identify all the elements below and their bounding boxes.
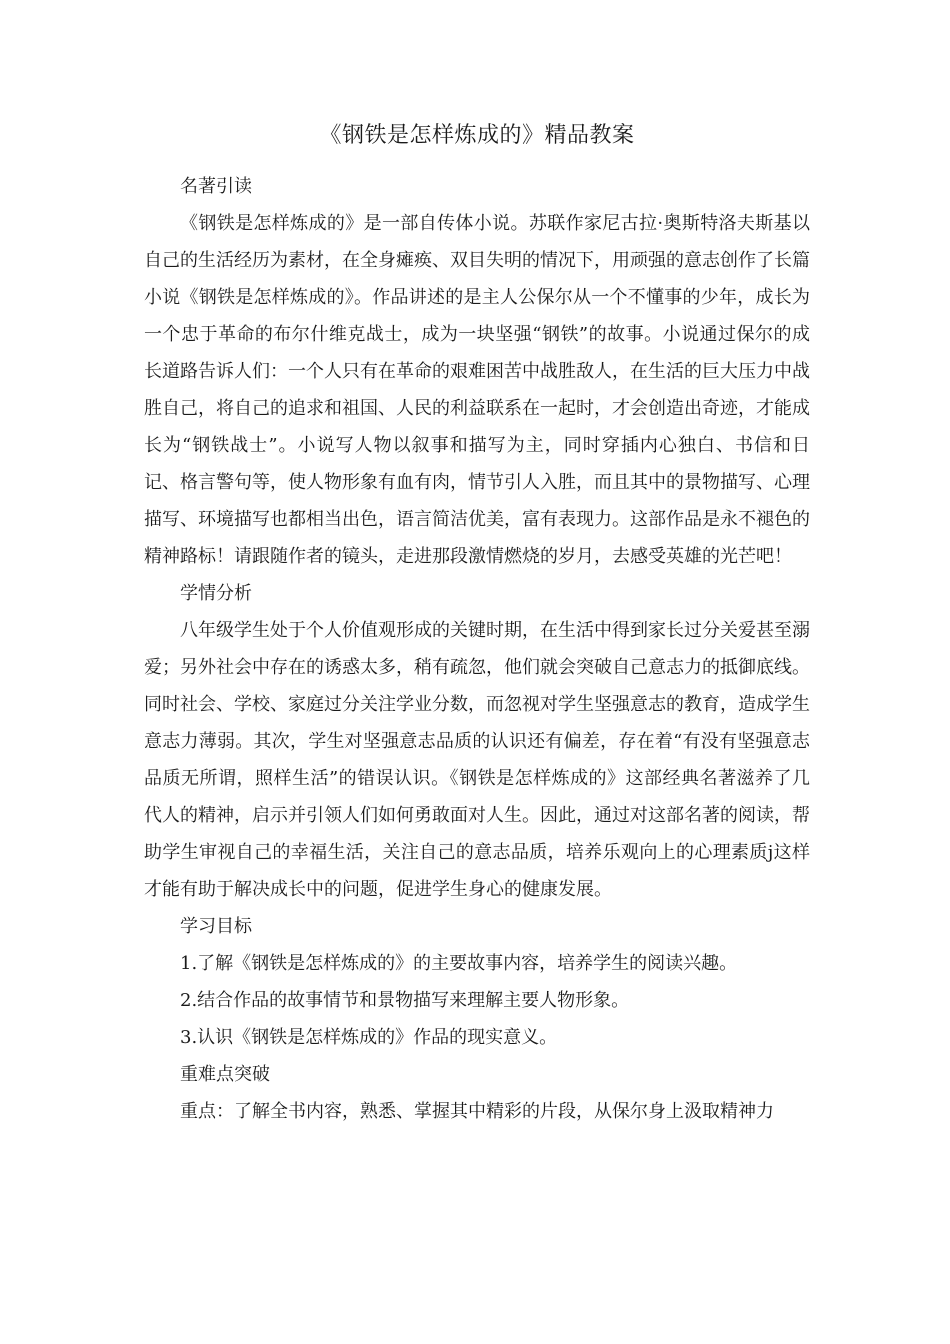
goal-item-2: 2.结合作品的故事情节和景物描写来理解主要人物形象。 [180,990,630,1011]
paragraph-intro: 《钢铁是怎样炼成的》是一部自传体小说。苏联作家尼古拉·奥斯特洛夫斯基以自己的生活经历为素材，在全身瘫痪、双目失明的情况下，用顽强的意志创作了长篇小说《钢铁是怎样炼成的》。作品讲述的是主人公保尔从一个不懂事的少年，成长为一个忠于革命的布尔什维克战士，成为一块坚强“钢铁”的故事。小说通过保尔的成长道路告诉人们：一个人只有在革命的艰难困苦中战胜敌人，在生活的巨大压力中战胜自己，将自己的追求和祖国、人民的利益联系在一起时，才会创造出奇迹，才能成长为“钢铁战士”。小说写人物以叙事和描写为主，同时穿插内心独白、书信和日记、格言警句等，使人物形象有血有肉，情节引人入胜，而且其中的景物描写、心理描写、环境描写也都相当出色，语言简洁优美，富有表现力。这部作品是永不褪色的精神路标！请跟随作者的镜头，走进那段激情燃烧的岁月，去感受英雄的光芒吧！ [144,213,810,567]
section-heading-keypoints: 重难点突破 [180,1064,270,1085]
goal-item-3: 3.认识《钢铁是怎样炼成的》作品的现实意义。 [180,1027,558,1048]
section-heading-analysis: 学情分析 [180,583,252,604]
document-page [144,118,810,1130]
document-title: 《钢铁是怎样炼成的》精品教案 [319,123,635,148]
section-heading-intro: 名著引读 [180,176,252,197]
section-heading-goals: 学习目标 [180,916,252,937]
goal-item-1: 1.了解《钢铁是怎样炼成的》的主要故事内容，培养学生的阅读兴趣。 [180,953,738,974]
paragraph-analysis: 八年级学生处于个人价值观形成的关键时期，在生活中得到家长过分关爱甚至溺爱；另外社会中存在的诱惑太多，稍有疏忽，他们就会突破自己意志力的抵御底线。同时社会、学校、家庭过分关注学业分数，而忽视对学生坚强意志的教育，造成学生意志力薄弱。其次，学生对坚强意志品质的认识还有偏差，存在着“有没有坚强意志品质无所谓，照样生活”的错误认识。《钢铁是怎样炼成的》这部经典名著滋养了几代人的精神，启示并引领人们如何勇敢面对人生。因此，通过对这部名著的阅读，帮助学生审视自己的幸福生活，关注自己的意志品质，培养乐观向上的心理素质j这样才能有助于解决成长中的问题，促进学生身心的健康发展。 [144,620,810,900]
paragraph-keypoints: 重点：了解全书内容，熟悉、掌握其中精彩的片段，从保尔身上汲取精神力 [180,1101,774,1122]
